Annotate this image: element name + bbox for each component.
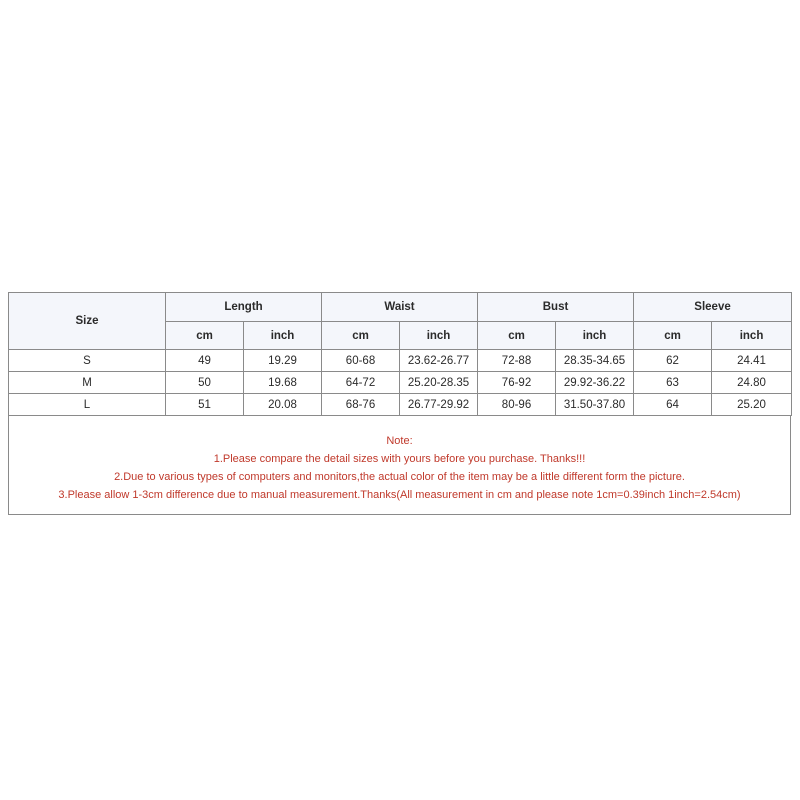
table-cell: 23.62-26.77 bbox=[400, 350, 478, 372]
note-line-3: 3.Please allow 1-3cm difference due to manual measurement.Thanks(All measurement in cm and please note 1cm=0.39inch 1inch=2.54cm) bbox=[58, 489, 741, 501]
table-cell: 25.20 bbox=[712, 394, 792, 416]
table-row bbox=[9, 372, 792, 394]
unit-header: cm bbox=[478, 322, 556, 350]
unit-header: cm bbox=[322, 322, 400, 350]
table-cell: 72-88 bbox=[478, 350, 556, 372]
unit-header: inch bbox=[712, 322, 792, 350]
note-line-1: 1.Please compare the detail sizes with yours before you purchase. Thanks!!! bbox=[213, 453, 586, 465]
header-row-groups bbox=[9, 293, 792, 322]
table-cell: 60-68 bbox=[322, 350, 400, 372]
table-cell: 62 bbox=[634, 350, 712, 372]
table-cell: 31.50-37.80 bbox=[556, 394, 634, 416]
table-cell: 29.92-36.22 bbox=[556, 372, 634, 394]
group-header-length: Length bbox=[166, 293, 322, 322]
unit-header: cm bbox=[634, 322, 712, 350]
size-chart bbox=[8, 292, 791, 515]
table-cell: 51 bbox=[166, 394, 244, 416]
group-header-waist: Waist bbox=[322, 293, 478, 322]
table-cell: 19.29 bbox=[244, 350, 322, 372]
size-table bbox=[8, 292, 792, 416]
table-row bbox=[9, 394, 792, 416]
table-cell: 24.80 bbox=[712, 372, 792, 394]
table-row bbox=[9, 350, 792, 372]
unit-header: inch bbox=[400, 322, 478, 350]
table-cell: 24.41 bbox=[712, 350, 792, 372]
size-cell: S bbox=[9, 350, 166, 372]
table-cell: 49 bbox=[166, 350, 244, 372]
table-cell: 28.35-34.65 bbox=[556, 350, 634, 372]
size-header: Size bbox=[9, 293, 166, 350]
unit-header: inch bbox=[556, 322, 634, 350]
table-cell: 76-92 bbox=[478, 372, 556, 394]
size-cell: L bbox=[9, 394, 166, 416]
group-header-bust: Bust bbox=[478, 293, 634, 322]
group-header-sleeve: Sleeve bbox=[634, 293, 792, 322]
size-cell: M bbox=[9, 372, 166, 394]
table-cell: 20.08 bbox=[244, 394, 322, 416]
unit-header: inch bbox=[244, 322, 322, 350]
table-cell: 26.77-29.92 bbox=[400, 394, 478, 416]
table-cell: 63 bbox=[634, 372, 712, 394]
table-cell: 64-72 bbox=[322, 372, 400, 394]
table-cell: 64 bbox=[634, 394, 712, 416]
note-title: Note: bbox=[386, 435, 413, 447]
unit-header: cm bbox=[166, 322, 244, 350]
table-cell: 68-76 bbox=[322, 394, 400, 416]
table-cell: 50 bbox=[166, 372, 244, 394]
notes-box bbox=[8, 416, 791, 515]
table-cell: 25.20-28.35 bbox=[400, 372, 478, 394]
note-line-2: 2.Due to various types of computers and monitors,the actual color of the item may be a little different form the picture. bbox=[114, 471, 685, 483]
table-cell: 80-96 bbox=[478, 394, 556, 416]
table-cell: 19.68 bbox=[244, 372, 322, 394]
